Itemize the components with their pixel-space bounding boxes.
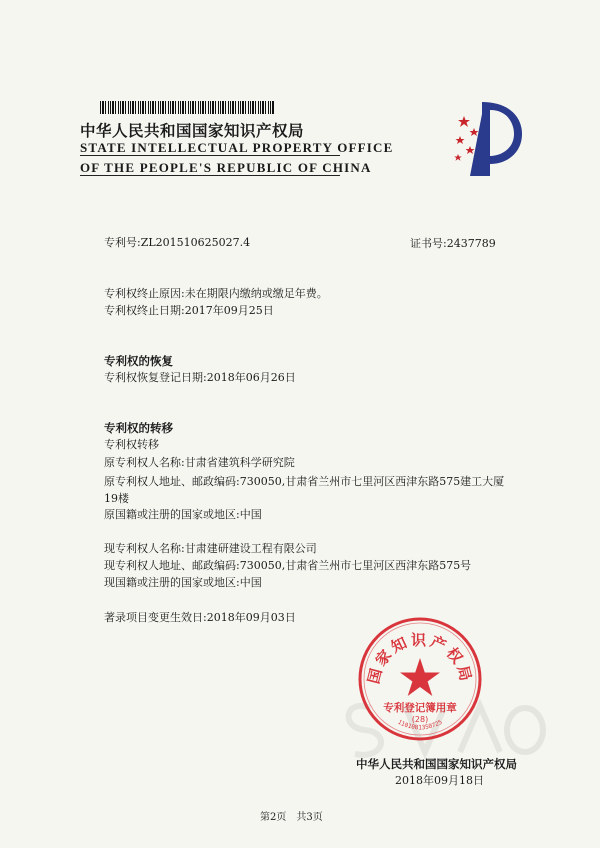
transfer-subheading: 专利权转移 (104, 438, 159, 451)
sipo-logo-icon (452, 94, 522, 176)
transfer-heading: 专利权的转移 (104, 421, 173, 435)
effective-date: 著录项目变更生效日:2018年09月03日 (104, 611, 296, 624)
termination-date: 专利权终止日期:2017年09月25日 (104, 304, 274, 317)
issuer-name: 中华人民共和国国家知识产权局 (356, 757, 517, 771)
barcode (100, 101, 275, 114)
page-number: 第2页 (260, 812, 287, 823)
current-owner: 现专利权人名称:甘肃建研建设工程有限公司 (104, 542, 317, 555)
page-total: 共3页 (296, 812, 323, 823)
former-address: 原专利权人地址、邮政编码:730050,甘肃省兰州市七里河区西津东路575建工大厦19楼 (104, 475, 505, 505)
office-name-en-line2: OF THE PEOPLE'S REPUBLIC OF CHINA (80, 160, 372, 175)
restoration-heading: 专利权的恢复 (104, 354, 173, 368)
office-name-cn: 中华人民共和国国家知识产权局 (80, 122, 305, 140)
former-country: 原国籍或注册的国家或地区:中国 (104, 508, 262, 521)
seal-center-text: 专利登记簿用章 (383, 702, 457, 714)
current-country: 现国籍或注册的国家或地区:中国 (104, 576, 262, 589)
former-owner: 原专利权人名称:甘肃省建筑科学研究院 (104, 456, 295, 469)
patent-number: 专利号:ZL201510625027.4 (104, 236, 251, 249)
pagination (260, 808, 323, 823)
issue-date: 2018年09月18日 (395, 774, 484, 787)
certificate-number: 证书号:2437789 (410, 237, 496, 250)
current-address: 现专利权人地址、邮政编码:730050,甘肃省兰州市七里河区西津东路575号 (104, 559, 472, 572)
seal-ring-text: 国家知识产权局 (364, 631, 476, 686)
office-name-en-line1: STATE INTELLECTUAL PROPERTY OFFICE (80, 140, 394, 155)
restoration-date: 专利权恢复登记日期:2018年06月26日 (104, 371, 296, 384)
seal-serial: 1101081350725 (396, 718, 444, 732)
termination-reason: 专利权终止原因:未在期限内缴纳或缴足年费。 (104, 287, 328, 300)
header-rule (80, 175, 340, 176)
seal-number: (28) (411, 715, 429, 724)
seal-star-icon (400, 658, 440, 696)
official-seal (357, 616, 483, 742)
header-rule (80, 155, 340, 156)
